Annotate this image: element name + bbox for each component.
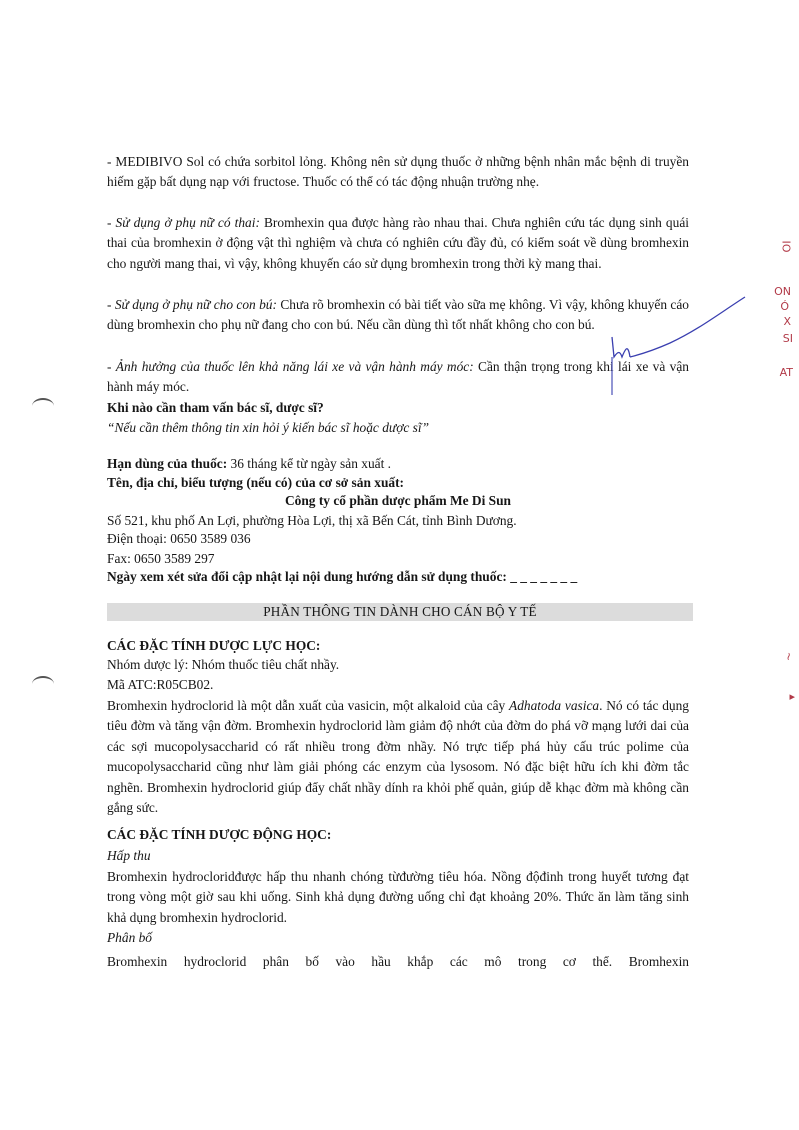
pregnancy-text: Bromhexin qua được hàng rào nhau thai. Chưa nghiên cứu tác dụng sinh quái thai của bromhexin ở động vật thì nghiệm và chưa có nghiên cứu đầy đủ, có kiểm soát về dùng bromhexin cho người mang thai, vì vậy, không khuyến cáo sử dụng bromhexin trong thời kỳ mang thai. (107, 215, 689, 271)
pharmacokinetics-heading: CÁC ĐẶC TÍNH DƯỢC ĐỘNG HỌC: (107, 827, 332, 842)
review-date-line: Ngày xem xét sửa đổi cập nhật lại nội dung hướng dẫn sử dụng thuốc: _ _ _ _ _ _ _ (107, 569, 578, 584)
absorption-heading: Hấp thu (107, 848, 151, 863)
pharmacodynamics-paragraph (107, 696, 689, 818)
expiry-label: Hạn dùng của thuốc: (107, 456, 228, 471)
distribution-paragraph: Bromhexin hydroclorid phân bố vào hầu khắp các mô trong cơ thể. Bromhexin (107, 954, 689, 969)
pregnancy-paragraph (107, 213, 689, 274)
plant-name: Adhatoda vasica (509, 698, 600, 713)
manufacturer-heading: Tên, địa chỉ, biểu tượng (nếu có) của cơ sở sản xuất: (107, 475, 405, 490)
consult-text: “Nếu cần thêm thông tin xin hỏi ý kiến bác sĩ hoặc dược sĩ” (107, 420, 430, 435)
breastfeeding-text: Chưa rõ bromhexin có bài tiết vào sữa mẹ không. Vì vậy, không khuyến cáo dùng bromhexin cho phụ nữ đang cho con bú. Nếu cần dùng thì tốt nhất không cho con bú. (107, 297, 689, 333)
company-address: Số 521, khu phố An Lợi, phường Hòa Lợi, thị xã Bến Cát, tỉnh Bình Dương. (107, 513, 517, 528)
atc-code: Mã ATC:R05CB02. (107, 677, 214, 692)
pharmacological-group: Nhóm dược lý: Nhóm thuốc tiêu chất nhầy. (107, 657, 340, 672)
section-banner: PHẦN THÔNG TIN DÀNH CHO CÁN BỘ Y TẾ (107, 603, 693, 621)
company-fax: Fax: 0650 3589 297 (107, 551, 215, 566)
stamp-fragments: OI ON Ó X SI AT ~ ▸ (774, 240, 796, 703)
pd-text-b: . Nó có tác dụng tiêu đờm và tăng vận đờm. Bromhexin hydroclorid làm giảm độ nhớt của đờm do phá vỡ mạng lưới dai của các sợi mucopolysaccharid có rất nhiều trong đờm nhầy. Nó trực tiếp phá hủy cấu trúc polime của mucopolysaccharid cũng như làm giải phóng các enzym của lysosom. Nó đặc biệt hữu ích khi đờm tắc nghẽn. Bromhexin hydroclorid giúp đẩy chất nhầy dính ra khỏi phế quản, giúp dễ khạc đờm mà không cần gắng sức. (107, 698, 689, 816)
consult-heading: Khi nào cần tham vấn bác sĩ, dược sĩ? (107, 400, 324, 415)
absorption-paragraph: Bromhexin hydrocloridđược hấp thu nhanh chóng từđường tiêu hóa. Nồng độđinh trong huyết tương đạt trong vòng một giờ sau khi uống. Sinh khả dụng đường uống chỉ đạt khoảng 20%. Thức ăn làm tăng sinh khả dụng bromhexin hydroclorid. (107, 869, 689, 925)
driving-label: - Ảnh hưởng của thuốc lên khả năng lái xe và vận hành máy móc: (107, 359, 474, 374)
distribution-heading: Phân bố (107, 930, 153, 945)
pregnancy-label: - Sử dụng ở phụ nữ có thai: (107, 215, 260, 230)
punch-hole-mark (32, 676, 54, 692)
expiry-text: 36 tháng kể từ ngày sản xuất . (227, 456, 392, 471)
punch-hole-mark (32, 398, 54, 414)
expiry-line (107, 454, 689, 474)
breastfeeding-label: - Sử dụng ở phụ nữ cho con bú: (107, 297, 277, 312)
signature-scribble (600, 295, 750, 405)
pd-text-a: Bromhexin hydroclorid là một dẫn xuất của vasicin, một alkaloid của cây (107, 698, 510, 713)
pharmacodynamics-heading: CÁC ĐẶC TÍNH DƯỢC LỰC HỌC: (107, 638, 321, 653)
sorbitol-paragraph: - MEDIBIVO Sol có chứa sorbitol lỏng. Không nên sử dụng thuốc ở những bệnh nhân mắc bệnh di truyền hiếm gặp bất dụng nạp với fructose. Thuốc có thể có tác động nhuận trường nhẹ. (107, 154, 689, 190)
company-phone: Điện thoại: 0650 3589 036 (107, 531, 251, 546)
driving-text: Cần thận trọng trong khi lái xe và vận hành máy móc. (107, 359, 689, 395)
company-name: Công ty cổ phần dược phẩm Me Di Sun (284, 493, 512, 508)
